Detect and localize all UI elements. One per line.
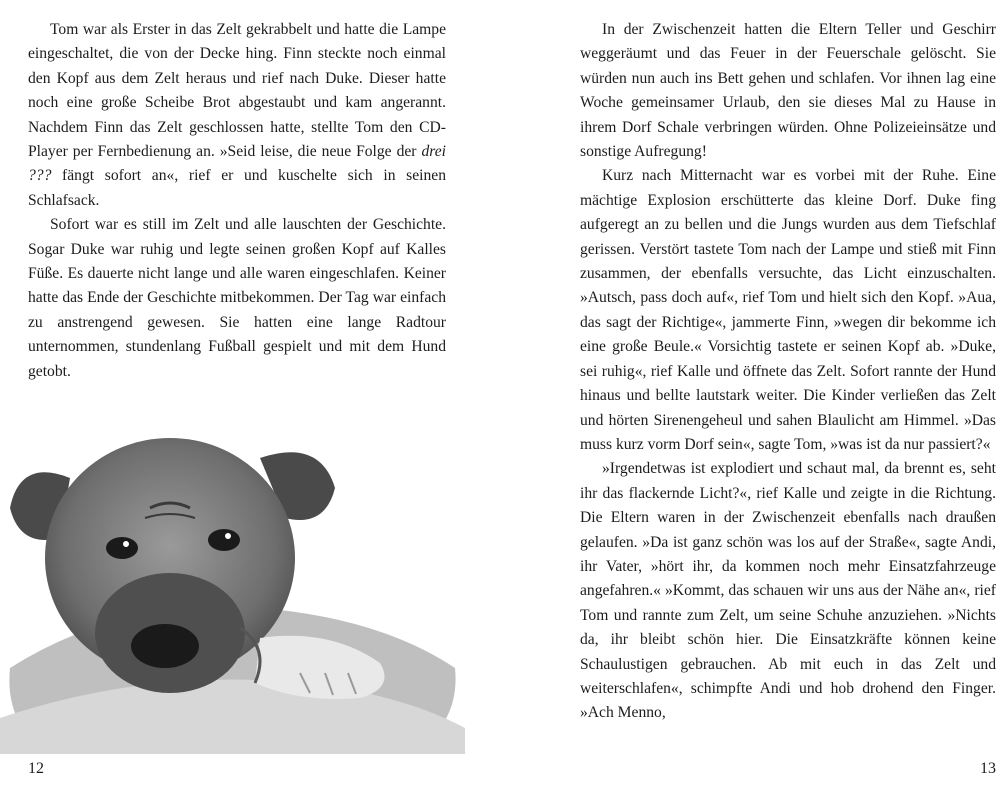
paragraph (28, 18, 446, 213)
dog-portrait-icon (0, 418, 470, 754)
right-page (500, 0, 1000, 800)
paragraph: »Irgendetwas ist explodiert und schaut mal, da brennt es, seht ihr das flackernde Licht?«, rief Kalle und zeigte in die Richtung. Die Eltern waren in der Zwischenzeit ebenfalls nach draußen gelaufen. »Da ist ganz schön was los auf der Straße«, sagte Andi, ihr Vater, »hört ihr, da kommen noch mehr Einsatzfahrzeuge angefahren.« »Kommt, das schauen wir uns aus der Nähe an«, rief Tom und rannte zum Zelt, um seine Schuhe anzuziehen. »Nichts da, ihr bleibt schön hier. Die Einsatzkräfte können keine Schaulustigen gebrauchen. Ab mit euch in das Zelt und weiterschlafen«, schimpfte Andi und hob drohend den Finger. »Ach Menno, (580, 460, 996, 722)
paragraph: Kurz nach Mitternacht war es vorbei mit der Ruhe. Eine mächtige Explosion erschütterte das kleine Dorf. Duke fing aufgeregt an zu bellen und die Jungs wurden aus dem Tiefschlaf gerissen. Verstört tastete Tom nach der Lampe und stieß mit Finn zusammen, der ebenfalls versuchte, das Licht einzuschalten. »Autsch, pass doch auf«, rief Tom und hielt sich den Kopf. »Aua, das sagt der Richtige«, jammerte Finn, »wegen dir bekomme ich eine große Beule.« Vorsichtig tastete er seinen Kopf ab. »Duke, sei ruhig«, rief Kalle und öffnete das Zelt. Sofort rannte der Hund hinaus und bellte lautstark weiter. Die Kinder verließen das Zelt und hörten Sirenengeheul und sahen Blaulicht am Himmel. »Das muss kurz vorm Dorf sein«, sagte Tom, »was ist da nur passiert?« (580, 167, 996, 453)
paragraph: In der Zwischenzeit hatten die Eltern Teller und Geschirr weggeräumt und das Feuer in der Feuerschale gelöscht. Sie würden nun auch ins Bett gehen und schlafen. Vor ihnen lag eine Woche gemeinsamer Urlaub, den sie dieses Mal zu Hause in ihrem Dorf Schale verbringen würden. Ohne Polizeieinsätze und sonstige Aufregung! (580, 21, 996, 161)
book-series-title: drei ??? (28, 143, 446, 185)
right-page-text (580, 18, 996, 726)
paragraph-text: fängt sofort an«, rief er und kuschelte sich in seinen Schlafsack. (28, 167, 446, 209)
paragraph: Sofort war es still im Zelt und alle lauschten der Geschichte. Sogar Duke war ruhig und legte seinen großen Kopf auf Kalles Füße. Es dauerte nicht lange und alle waren eingeschlafen. Keiner hatte das Ende der Geschichte mitbekommen. Der Tag war einfach zu anstrengend gewesen. Sie hatten eine lange Radtour unternommen, stundenlang Fußball gespielt und mit dem Hund getobt. (28, 216, 446, 380)
page-number: 13 (980, 760, 996, 777)
paragraph-text: Tom war als Erster in das Zelt gekrabbelt und hatte die Lampe eingeschaltet, die von der Decke hing. Finn steckte noch einmal den Kopf aus dem Zelt heraus und rief nach Duke. Dieser hatte noch eine große Scheibe Brot abgestaubt und kam angerannt. Nachdem Finn das Zelt geschlossen hatte, stellte Tom den CD-Player per Fernbedienung an. »Seid leise, die neue Folge der (28, 21, 446, 161)
page-number: 12 (28, 760, 44, 777)
left-page-text (28, 18, 446, 384)
